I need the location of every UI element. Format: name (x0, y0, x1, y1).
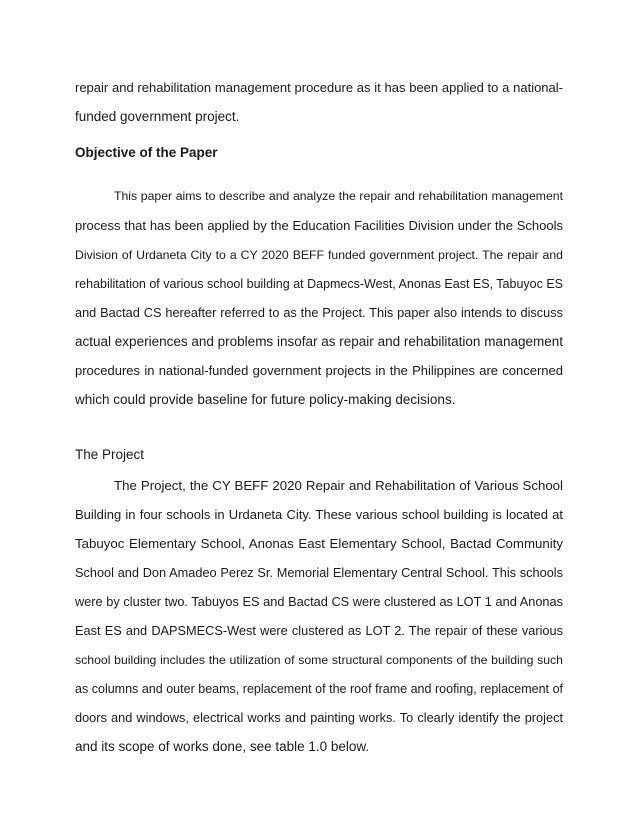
project-line-3: Tabuyoc Elementary School, Anonas East Elementary School, Bactad Community (75, 536, 563, 551)
project-line-6: East ES and DAPSMECS-West were clustered as LOT 2. The repair of these various (75, 623, 563, 638)
project-line-4: School and Don Amadeo Perez Sr. Memorial Elementary Central School. This schools (75, 565, 563, 580)
objective-line-6: actual experiences and problems insofar as repair and rehabilitation management (75, 334, 563, 349)
project-line-2: Building in four schools in Urdaneta City. These various school building is located at (75, 507, 563, 522)
objective-line-2: process that has been applied by the Education Facilities Division under the Schools (75, 218, 563, 233)
project-line-10: and its scope of works done, see table 1.0 below. (75, 739, 370, 754)
project-line-9: doors and windows, electrical works and painting works. To clearly identify the project (75, 710, 563, 725)
project-line-5: were by cluster two. Tabuyos ES and Bactad CS were clustered as LOT 1 and Anonas (75, 594, 563, 609)
project-line-1: The Project, the CY BEFF 2020 Repair and Rehabilitation of Various School (114, 478, 563, 493)
project-line-8: as columns and outer beams, replacement of the roof frame and roofing, replacement of (75, 682, 563, 696)
objective-line-4: rehabilitation of various school building at Dapmecs-West, Anonas East ES, Tabuyoc ES (75, 277, 564, 291)
objective-line-5: and Bactad CS hereafter referred to as the Project. This paper also intends to discuss (75, 305, 563, 320)
objective-line-1: This paper aims to describe and analyze the repair and rehabilitation management (114, 189, 563, 203)
project-heading: The Project (75, 447, 145, 462)
objective-line-7: procedures in national-funded government projects in the Philippines are concerned (75, 363, 563, 378)
objective-line-8: which could provide baseline for future policy-making decisions. (75, 392, 456, 407)
objective-line-3: Division of Urdaneta City to a CY 2020 BEFF funded government project. The repair and (75, 248, 563, 262)
intro-line-2: funded government project. (75, 109, 240, 124)
intro-line-1: repair and rehabilitation management procedure as it has been applied to a national- (75, 80, 563, 95)
objective-heading: Objective of the Paper (75, 145, 218, 160)
project-line-7: school building includes the utilization of some structural components of the building such (75, 653, 563, 667)
